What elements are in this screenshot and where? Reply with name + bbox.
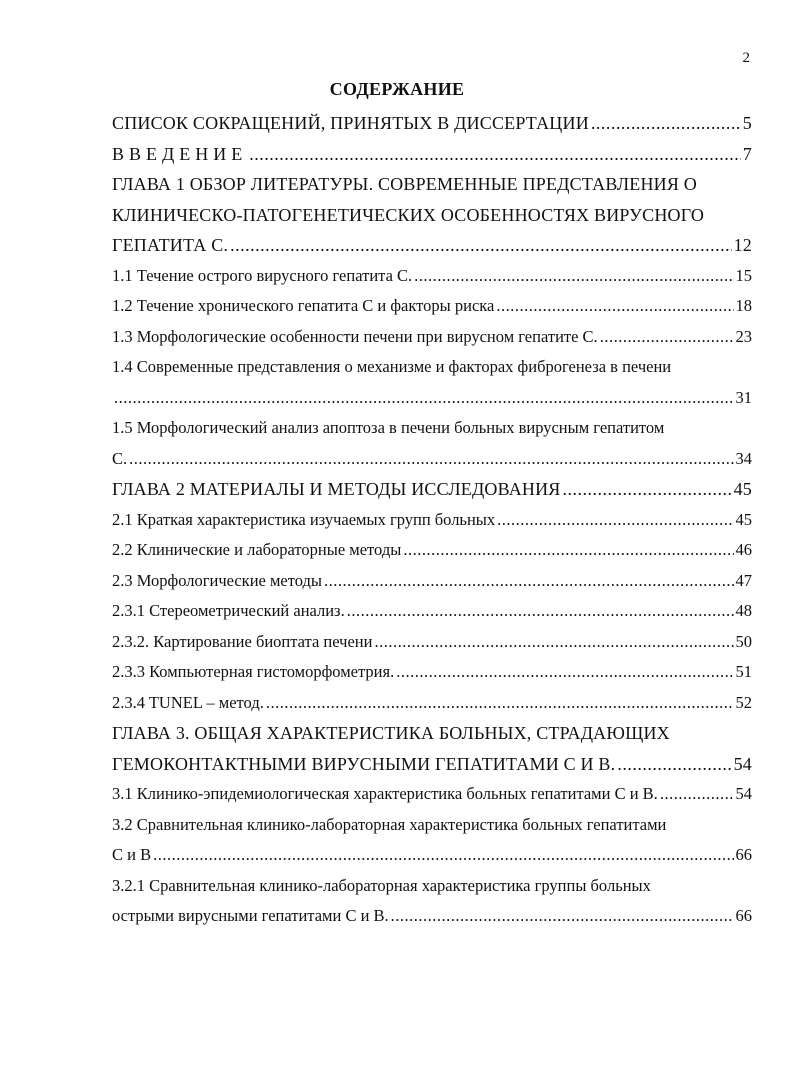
dot-leader <box>114 383 734 414</box>
table-of-contents <box>112 108 752 932</box>
toc-entry-page: 31 <box>735 387 752 407</box>
toc-entry-page: 54 <box>735 784 752 803</box>
toc-entry-title: ГЕПАТИТА С. <box>112 235 229 255</box>
toc-section-entry[interactable] <box>112 322 752 353</box>
dot-leader <box>129 444 733 475</box>
dot-leader <box>347 596 734 627</box>
toc-entry-title: 2.3 Морфологические методы <box>112 570 322 590</box>
toc-entry-page: 5 <box>742 113 752 133</box>
toc-entry-title: ГЕМОКОНТАКТНЫМИ ВИРУСНЫМИ ГЕПАТИТАМИ С И В. <box>112 753 616 774</box>
toc-entry-title-line: 1.5 Морфологический анализ апоптоза в печени больных вирусным гепатитом <box>112 418 665 437</box>
toc-entry-title: 2.3.3 Компьютерная гистоморфометрия. <box>112 662 395 681</box>
toc-entry-page: 23 <box>735 326 752 346</box>
toc-entry-page: 52 <box>735 692 752 712</box>
toc-entry-title: 2.3.1 Стереометрический анализ. <box>112 601 345 620</box>
toc-entry-title: ВВЕДЕНИЕ <box>112 143 248 164</box>
toc-section-entry[interactable] <box>112 779 752 810</box>
toc-entry-title-line: 3.2 Сравнительная клинико-лабораторная характеристика больных гепатитами <box>112 814 667 834</box>
toc-entry-page: 66 <box>735 845 752 864</box>
toc-entry-title: 1.2 Течение хронического гепатита С и факторы риска <box>112 296 495 315</box>
toc-section-entry[interactable] <box>112 291 752 322</box>
dot-leader <box>497 505 733 536</box>
toc-section-entry[interactable] <box>112 566 752 597</box>
toc-chapter-entry[interactable] <box>112 718 752 779</box>
toc-entry-page: 48 <box>735 601 752 620</box>
dot-leader <box>153 840 733 871</box>
dot-leader <box>617 749 731 780</box>
toc-section-entry[interactable] <box>112 535 752 566</box>
dot-leader <box>324 566 734 597</box>
toc-entry-title: 2.2 Клинические и лабораторные методы <box>112 540 402 559</box>
toc-entry-page: 47 <box>735 570 752 590</box>
toc-entry-title-line: 1.4 Современные представления о механизме и факторах фиброгенеза в печени <box>112 357 672 376</box>
toc-section-entry[interactable] <box>112 261 752 292</box>
dot-leader <box>374 627 733 658</box>
toc-section-entry[interactable] <box>112 871 752 932</box>
toc-entry-page: 51 <box>735 662 752 681</box>
toc-entry-page: 46 <box>735 540 752 559</box>
toc-entry-title: 1.3 Морфологические особенности печени при вирусном гепатите С. <box>112 326 598 346</box>
dot-leader <box>496 291 733 322</box>
toc-section-entry[interactable] <box>112 413 752 474</box>
toc-entry-title-line: ГЛАВА 1 ОБЗОР ЛИТЕРАТУРЫ. СОВРЕМЕННЫЕ ПРЕДСТАВЛЕНИЯ О КЛИНИЧЕСКО-ПАТОГЕНЕТИЧЕСКИХ ОСОБЕННОСТЯХ ВИРУСНОГО <box>112 174 705 225</box>
toc-entry-page: 15 <box>735 265 752 285</box>
dot-leader <box>591 108 741 139</box>
toc-chapter-entry[interactable] <box>112 474 752 505</box>
toc-entry-page: 45 <box>735 509 752 529</box>
dot-leader <box>403 535 733 566</box>
page-number: 2 <box>742 50 750 66</box>
toc-entry-title: 1.1 Течение острого вирусного гепатита С. <box>112 265 413 285</box>
dot-leader <box>396 657 733 688</box>
toc-entry-title: С. <box>112 448 128 468</box>
toc-entry-title-line: ГЛАВА 3. ОБЩАЯ ХАРАКТЕРИСТИКА БОЛЬНЫХ, СТРАДАЮЩИХ <box>112 723 670 743</box>
toc-entry-title: 3.1 Клинико-эпидемиологическая характеристика больных гепатитами С и В. <box>112 784 658 803</box>
toc-entry-page: 45 <box>733 479 752 499</box>
dot-leader <box>600 322 734 353</box>
toc-section-entry[interactable] <box>112 505 752 536</box>
toc-entry-page: 7 <box>742 143 752 164</box>
toc-section-entry[interactable] <box>112 688 752 719</box>
dot-leader <box>391 901 734 932</box>
toc-entry-title: острыми вирусными гепатитами С и В. <box>112 906 389 925</box>
dot-leader <box>249 139 741 170</box>
toc-section-entry[interactable] <box>112 810 752 871</box>
dot-leader <box>230 230 731 261</box>
toc-section-entry[interactable] <box>112 627 752 658</box>
toc-entry-title: 2.3.2. Картирование биоптата печени <box>112 631 373 651</box>
toc-section-entry[interactable] <box>112 596 752 627</box>
toc-entry-page: 50 <box>735 631 752 651</box>
toc-chapter-entry[interactable] <box>112 139 752 170</box>
toc-section-entry[interactable] <box>112 657 752 688</box>
toc-entry-title: СПИСОК СОКРАЩЕНИЙ, ПРИНЯТЫХ В ДИССЕРТАЦИИ <box>112 113 589 133</box>
toc-entry-page: 54 <box>733 753 752 774</box>
toc-entry-title: С и В <box>112 845 152 864</box>
dot-leader <box>660 779 734 810</box>
toc-section-entry[interactable] <box>112 352 752 413</box>
toc-chapter-entry[interactable] <box>112 108 752 139</box>
toc-entry-page: 18 <box>735 296 752 315</box>
dot-leader <box>414 261 733 292</box>
toc-entry-page: 66 <box>735 906 752 925</box>
toc-title: СОДЕРЖАНИЕ <box>329 79 465 99</box>
toc-entry-title: 2.3.4 TUNEL – метод. <box>112 692 264 712</box>
toc-entry-title: 2.1 Краткая характеристика изучаемых групп больных <box>112 509 496 529</box>
toc-entry-page: 34 <box>735 448 752 468</box>
dot-leader <box>266 688 734 719</box>
toc-entry-page: 12 <box>733 235 752 255</box>
toc-chapter-entry[interactable] <box>112 169 752 261</box>
dot-leader <box>563 474 732 505</box>
toc-entry-title-line: 3.2.1 Сравнительная клинико-лабораторная характеристика группы больных <box>112 875 651 895</box>
toc-entry-title: ГЛАВА 2 МАТЕРИАЛЫ И МЕТОДЫ ИССЛЕДОВАНИЯ <box>112 479 561 499</box>
